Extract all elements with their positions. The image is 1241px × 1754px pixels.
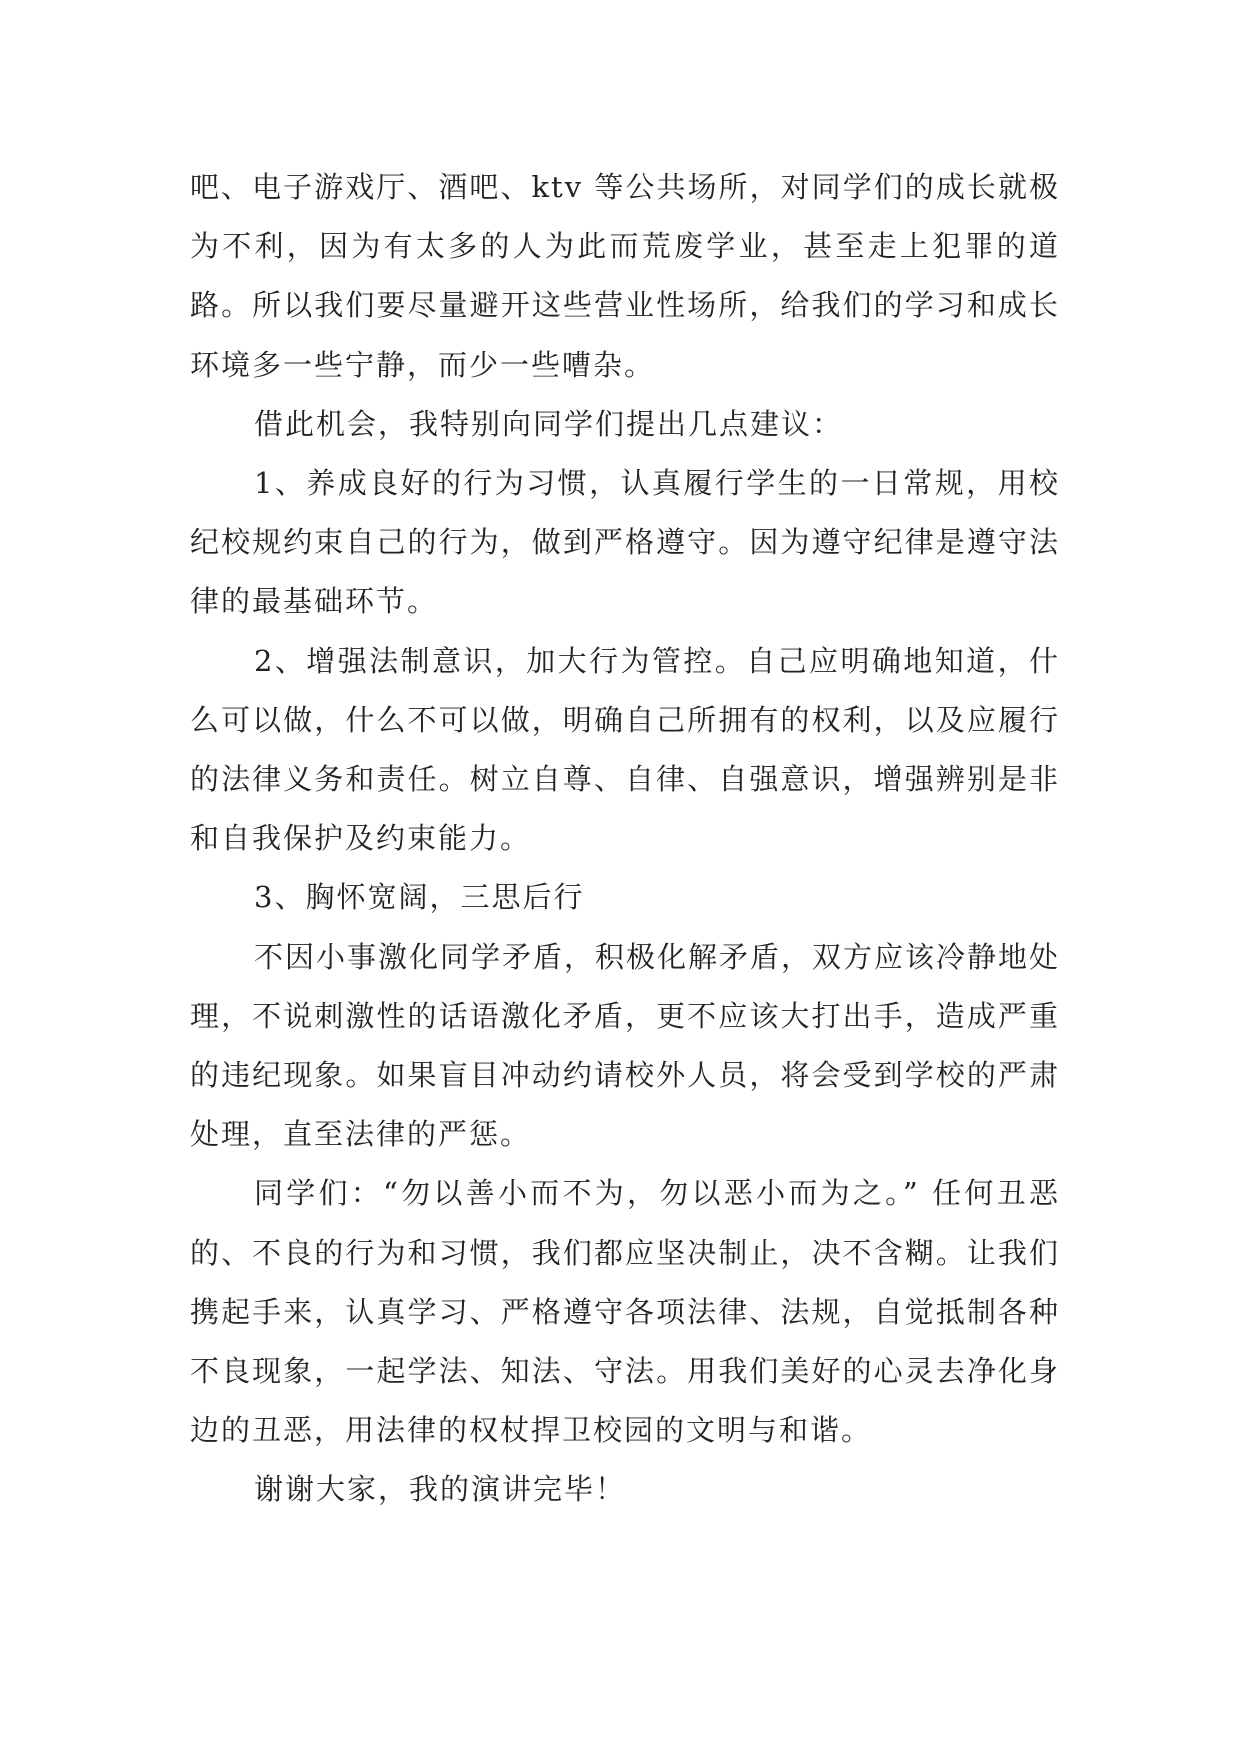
paragraph-point-3-detail: 不因小事激化同学矛盾，积极化解矛盾，双方应该冷静地处理，不说刺激性的话语激化矛盾，更不应该大打出手，造成严重的违纪现象。如果盲目冲动约请校外人员，将会受到学校的严肃处理，直至法律的严惩。 — [190, 939, 1061, 1152]
paragraph-point-2: 2、增强法制意识，加大行为管控。自己应明确地知道，什么可以做，什么不可以做，明确自己所拥有的权利，以及应履行的法律义务和责任。树立自尊、自律、自强意识，增强辨别是非和自我保护及约束能力。 — [190, 643, 1060, 856]
speech-body — [190, 158, 1060, 1520]
paragraph-appeal: 同学们：“勿以善小而不为，勿以恶小而为之。” 任何丑恶的、不良的行为和习惯，我们都应坚决制止，决不含糊。让我们携起手来，认真学习、严格遵守各项法律、法规，自觉抵制各种不良现象，一起学法、知法、守法。用我们美好的心灵去净化身边的丑恶，用法律的权杖捍卫校园的文明与和谐。 — [190, 1176, 1060, 1448]
paragraph-intro: 借此机会，我特别向同学们提出几点建议： — [254, 406, 844, 441]
paragraph-point-3: 3、胸怀宽阔，三思后行 — [254, 880, 585, 915]
paragraph-continuation: 吧、电子游戏厅、酒吧、ktv 等公共场所，对同学们的成长就极为不利，因为有太多的人为此而荒废学业，甚至走上犯罪的道路。所以我们要尽量避开这些营业性场所，给我们的学习和成长环境多一些宁静，而少一些嘈杂。 — [190, 170, 1060, 382]
paragraph-closing: 谢谢大家，我的演讲完毕！ — [254, 1472, 627, 1507]
paragraph-point-1: 1、养成良好的行为习惯，认真履行学生的一日常规，用校纪校规约束自己的行为，做到严格遵守。因为遵守纪律是遵守法律的最基础环节。 — [190, 466, 1060, 619]
